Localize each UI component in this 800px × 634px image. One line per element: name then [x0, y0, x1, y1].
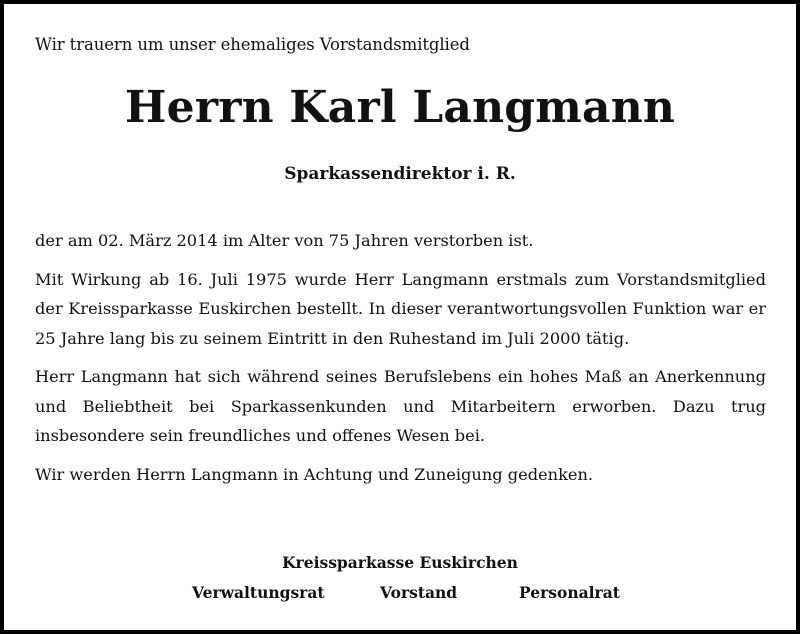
organization-name: Kreissparkasse Euskirchen: [282, 553, 518, 572]
signatory-vorstand: Vorstand: [380, 583, 458, 602]
signatory-personalrat: Personalrat: [519, 583, 620, 602]
paragraph-career: Mit Wirkung ab 16. Juli 1975 wurde Herr Langmann erstmals zum Vorstandsmitglied der Kreissparkasse Euskirchen bestellt. In dieser verantwortungsvollen Funktion war er 25 Jahre lang bis zu seinem Eintritt in den Ruhestand im Juli 2000 tätig.: [35, 269, 766, 348]
signatory-verwaltungsrat: Verwaltungsrat: [192, 583, 325, 602]
notice-body: [35, 226, 766, 498]
intro-line: Wir trauern um unser ehemaliges Vorstandsmitglied: [35, 35, 470, 54]
obituary-notice: [4, 4, 796, 630]
title-line: Sparkassendirektor i. R.: [284, 164, 516, 184]
signatories-row: [4, 583, 796, 605]
paragraph-recognition: Herr Langmann hat sich während seines Berufslebens ein hohes Maß an Anerkennung und Beliebtheit bei Sparkassenkunden und Mitarbeitern erworben. Dazu trug insbesondere sein freundliches und offenes Wesen bei.: [35, 367, 766, 445]
paragraph-date: der am 02. März 2014 im Alter von 75 Jahren verstorben ist.: [35, 231, 534, 250]
deceased-name: Herrn Karl Langmann: [124, 82, 676, 133]
paragraph-closing: Wir werden Herrn Langmann in Achtung und Zuneigung gedenken.: [35, 464, 594, 484]
